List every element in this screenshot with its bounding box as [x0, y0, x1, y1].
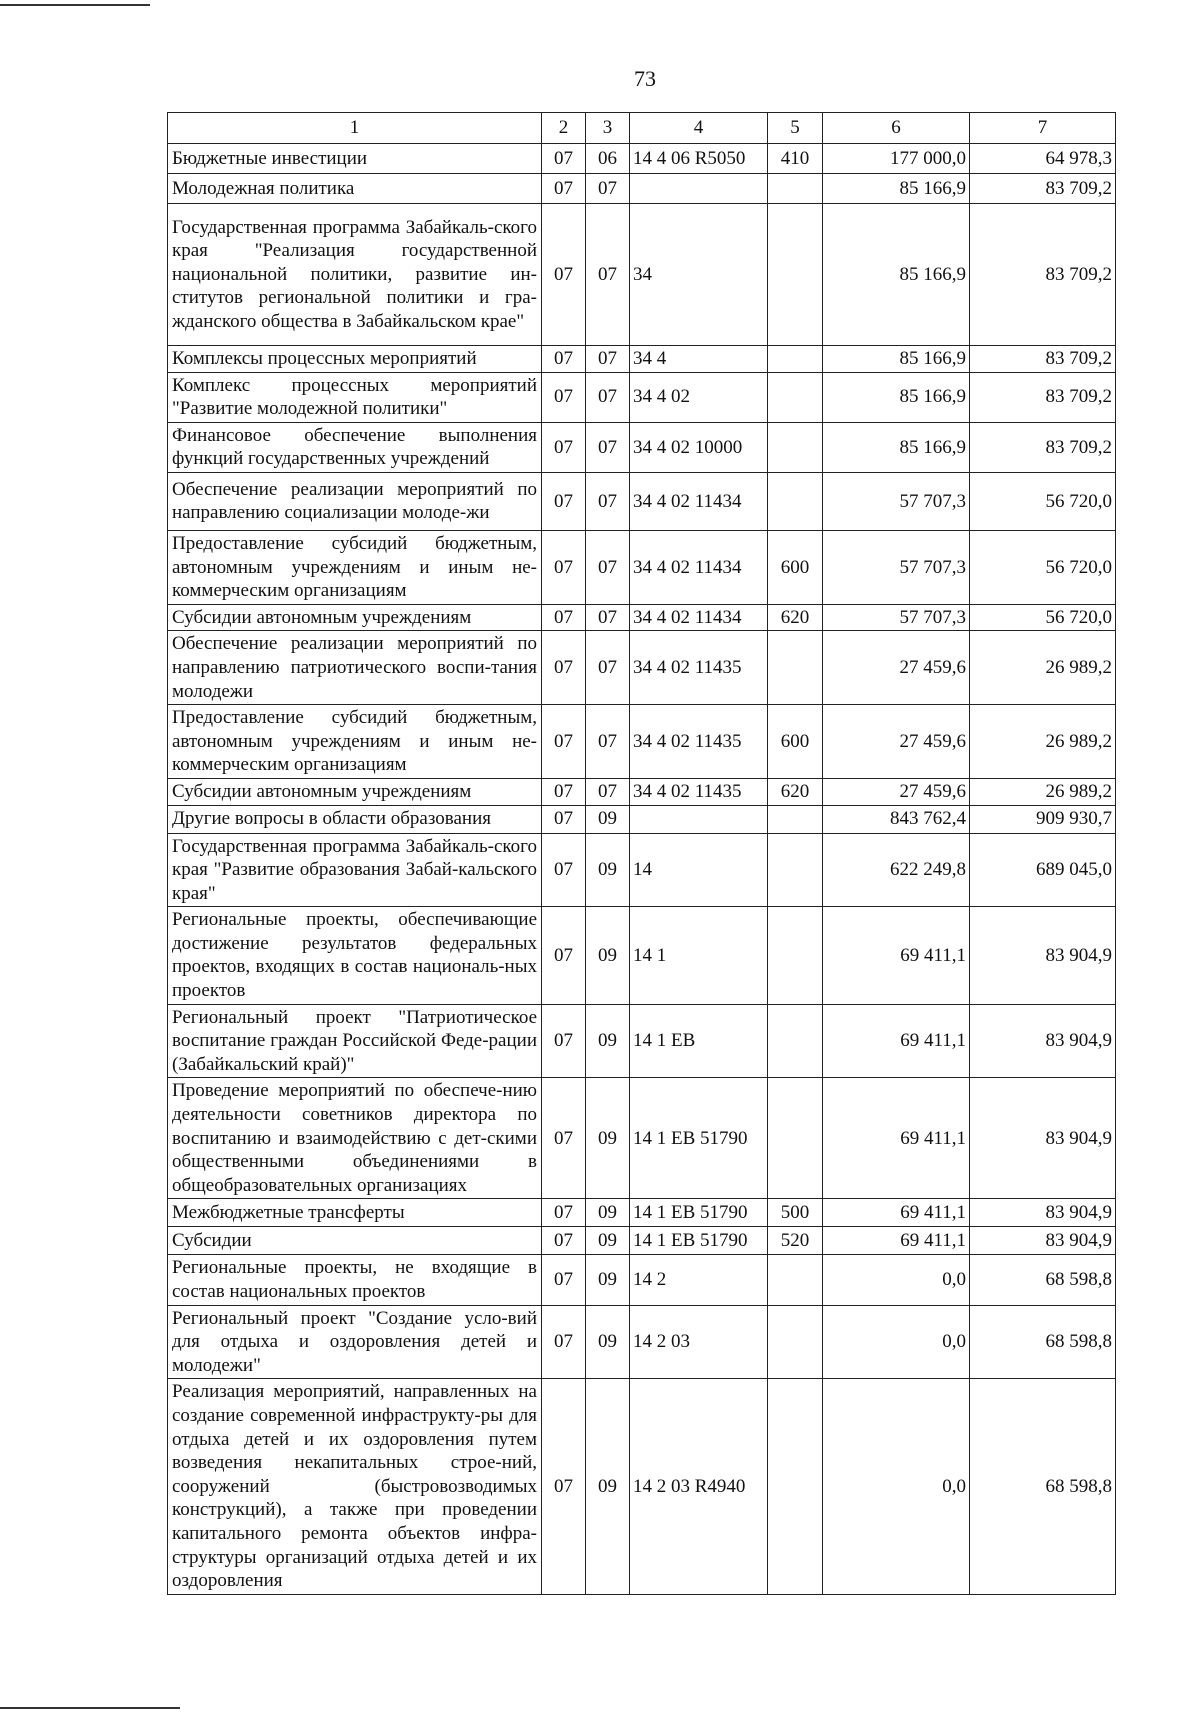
expense-type-code: [768, 204, 823, 346]
table-row: [168, 805, 1116, 833]
table-row: [168, 907, 1116, 1004]
table-row: [168, 705, 1116, 779]
target-article-code: 34 4: [630, 346, 768, 373]
section-code: 07: [542, 174, 586, 204]
amount-year-1: 27 459,6: [823, 778, 970, 805]
target-article-code: 34 4 02 11435: [630, 778, 768, 805]
table-row: [168, 346, 1116, 373]
amount-year-2: 83 904,9: [970, 1004, 1116, 1078]
section-code: 07: [542, 1004, 586, 1078]
target-article-code: 14 2 03: [630, 1305, 768, 1379]
expense-type-code: [768, 372, 823, 422]
table-row: [168, 1004, 1116, 1078]
amount-year-2: 83 904,9: [970, 1227, 1116, 1255]
amount-year-1: 85 166,9: [823, 372, 970, 422]
subsection-code: 06: [586, 144, 630, 174]
section-code: 07: [542, 472, 586, 530]
target-article-code: 14 1 EB: [630, 1004, 768, 1078]
expense-type-code: [768, 422, 823, 472]
row-name: Обеспечение реализации мероприятий по направлению социализации молоде-жи: [168, 472, 542, 530]
scan-artifact-top: [0, 4, 150, 6]
subsection-code: 09: [586, 1199, 630, 1227]
expense-type-code: 620: [768, 778, 823, 805]
page-number: 73: [634, 66, 656, 91]
subsection-code: 07: [586, 174, 630, 204]
subsection-code: 09: [586, 1255, 630, 1305]
expense-type-code: [768, 1305, 823, 1379]
row-name: Проведение мероприятий по обеспече-нию деятельности советников директора по воспитанию и взаимодействию с дет-скими общественными объединениями в общеобразовательных организациях: [168, 1078, 542, 1199]
expense-type-code: [768, 472, 823, 530]
expense-type-code: [768, 346, 823, 373]
amount-year-2: 26 989,2: [970, 778, 1116, 805]
amount-year-2: 909 930,7: [970, 805, 1116, 833]
table-row: [168, 174, 1116, 204]
section-code: 07: [542, 1227, 586, 1255]
target-article-code: 14 4 06 R5050: [630, 144, 768, 174]
table-row: [168, 631, 1116, 705]
table-row: [168, 778, 1116, 805]
amount-year-1: 27 459,6: [823, 631, 970, 705]
subsection-code: 09: [586, 833, 630, 907]
subsection-code: 09: [586, 907, 630, 1004]
subsection-code: 09: [586, 1227, 630, 1255]
subsection-code: 09: [586, 1379, 630, 1594]
subsection-code: 07: [586, 778, 630, 805]
target-article-code: 14 1 EB 51790: [630, 1078, 768, 1199]
expense-type-code: [768, 833, 823, 907]
amount-year-2: 83 709,2: [970, 422, 1116, 472]
target-article-code: 34 4 02 11434: [630, 604, 768, 631]
table-row: [168, 1199, 1116, 1227]
expense-type-code: [768, 631, 823, 705]
column-header-1: 1: [168, 113, 542, 144]
target-article-code: 34: [630, 204, 768, 346]
row-name: Субсидии автономным учреждениям: [168, 604, 542, 631]
target-article-code: 34 4 02 11434: [630, 472, 768, 530]
table-row: [168, 833, 1116, 907]
section-code: 07: [542, 1078, 586, 1199]
table-row: [168, 204, 1116, 346]
target-article-code: 14 1: [630, 907, 768, 1004]
row-name: Реализация мероприятий, направленных на создание современной инфраструкту-ры для отдыха детей и их оздоровления путем возведения некапитальных строе-ний, сооружений (быстровозводимых конструкций), а также при проведении капитального ремонта объектов инфра-структуры организаций отдыха детей и их оздоровления: [168, 1379, 542, 1594]
section-code: 07: [542, 778, 586, 805]
target-article-code: 14 1 EB 51790: [630, 1199, 768, 1227]
target-article-code: 34 4 02 11435: [630, 631, 768, 705]
expense-type-code: 500: [768, 1199, 823, 1227]
column-header-4: 4: [630, 113, 768, 144]
subsection-code: 07: [586, 422, 630, 472]
table-row: [168, 530, 1116, 604]
amount-year-1: 69 411,1: [823, 1078, 970, 1199]
column-header-7: 7: [970, 113, 1116, 144]
section-code: 07: [542, 604, 586, 631]
row-name: Другие вопросы в области образования: [168, 805, 542, 833]
row-name: Комплекс процессных мероприятий "Развитие молодежной политики": [168, 372, 542, 422]
table-header: [168, 113, 1116, 144]
row-name: Государственная программа Забайкаль-ского края "Развитие образования Забай-кальского края": [168, 833, 542, 907]
amount-year-1: 85 166,9: [823, 204, 970, 346]
subsection-code: 09: [586, 805, 630, 833]
section-code: 07: [542, 346, 586, 373]
amount-year-2: 83 904,9: [970, 1078, 1116, 1199]
section-code: 07: [542, 1379, 586, 1594]
amount-year-1: 0,0: [823, 1305, 970, 1379]
amount-year-2: 83 709,2: [970, 174, 1116, 204]
subsection-code: 07: [586, 631, 630, 705]
row-name: Региональный проект "Патриотическое воспитание граждан Российской Феде-рации (Забайкальский край)": [168, 1004, 542, 1078]
subsection-code: 07: [586, 346, 630, 373]
row-name: Региональный проект "Создание усло-вий для отдыха и оздоровления детей и молодежи": [168, 1305, 542, 1379]
subsection-code: 07: [586, 604, 630, 631]
section-code: 07: [542, 1199, 586, 1227]
amount-year-1: 69 411,1: [823, 907, 970, 1004]
row-name: Финансовое обеспечение выполнения функций государственных учреждений: [168, 422, 542, 472]
table-row: [168, 422, 1116, 472]
target-article-code: 14: [630, 833, 768, 907]
column-header-5: 5: [768, 113, 823, 144]
expense-type-code: [768, 1255, 823, 1305]
section-code: 07: [542, 833, 586, 907]
amount-year-1: 0,0: [823, 1255, 970, 1305]
budget-table: [167, 112, 1116, 1595]
amount-year-1: 0,0: [823, 1379, 970, 1594]
column-header-2: 2: [542, 113, 586, 144]
subsection-code: 07: [586, 204, 630, 346]
subsection-code: 07: [586, 472, 630, 530]
amount-year-2: 83 904,9: [970, 1199, 1116, 1227]
expense-type-code: [768, 174, 823, 204]
scan-artifact-bottom: [0, 1707, 180, 1709]
amount-year-1: 57 707,3: [823, 604, 970, 631]
subsection-code: 09: [586, 1078, 630, 1199]
expense-type-code: [768, 1379, 823, 1594]
amount-year-1: 57 707,3: [823, 530, 970, 604]
row-name: Предоставление субсидий бюджетным, автономным учреждениям и иным не-коммерческим организациям: [168, 530, 542, 604]
amount-year-1: 622 249,8: [823, 833, 970, 907]
amount-year-2: 68 598,8: [970, 1379, 1116, 1594]
amount-year-1: 69 411,1: [823, 1004, 970, 1078]
expense-type-code: [768, 805, 823, 833]
table-row: [168, 472, 1116, 530]
section-code: 07: [542, 144, 586, 174]
table-row: [168, 604, 1116, 631]
target-article-code: 14 1 EB 51790: [630, 1227, 768, 1255]
subsection-code: 07: [586, 530, 630, 604]
amount-year-1: 843 762,4: [823, 805, 970, 833]
section-code: 07: [542, 204, 586, 346]
section-code: 07: [542, 530, 586, 604]
row-name: Государственная программа Забайкаль-ского края "Реализация государственной национальной политики, развитие ин-ститутов региональной политики и гра-жданского общества в Забайкальском крае": [168, 204, 542, 346]
target-article-code: 34 4 02 11435: [630, 705, 768, 779]
expense-type-code: [768, 907, 823, 1004]
expense-type-code: 600: [768, 705, 823, 779]
table-row: [168, 1305, 1116, 1379]
amount-year-2: 83 709,2: [970, 204, 1116, 346]
expense-type-code: 410: [768, 144, 823, 174]
expense-type-code: [768, 1078, 823, 1199]
header-row: [168, 113, 1116, 144]
row-name: Субсидии: [168, 1227, 542, 1255]
row-name: Региональные проекты, обеспечивающие достижение результатов федеральных проектов, входящих в состав националь-ных проектов: [168, 907, 542, 1004]
amount-year-1: 85 166,9: [823, 174, 970, 204]
column-header-6: 6: [823, 113, 970, 144]
section-code: 07: [542, 631, 586, 705]
amount-year-1: 69 411,1: [823, 1227, 970, 1255]
target-article-code: 14 2: [630, 1255, 768, 1305]
amount-year-1: 57 707,3: [823, 472, 970, 530]
amount-year-2: 56 720,0: [970, 530, 1116, 604]
amount-year-1: 27 459,6: [823, 705, 970, 779]
subsection-code: 09: [586, 1004, 630, 1078]
amount-year-2: 83 709,2: [970, 346, 1116, 373]
amount-year-1: 69 411,1: [823, 1199, 970, 1227]
expense-type-code: 520: [768, 1227, 823, 1255]
table-row: [168, 1078, 1116, 1199]
subsection-code: 09: [586, 1305, 630, 1379]
row-name: Предоставление субсидий бюджетным, автономным учреждениям и иным не-коммерческим организациям: [168, 705, 542, 779]
amount-year-2: 26 989,2: [970, 631, 1116, 705]
section-code: 07: [542, 372, 586, 422]
row-name: Межбюджетные трансферты: [168, 1199, 542, 1227]
subsection-code: 07: [586, 372, 630, 422]
section-code: 07: [542, 805, 586, 833]
table-body: [168, 144, 1116, 1595]
target-article-code: 34 4 02 10000: [630, 422, 768, 472]
expense-type-code: 600: [768, 530, 823, 604]
amount-year-2: 56 720,0: [970, 604, 1116, 631]
column-header-3: 3: [586, 113, 630, 144]
amount-year-2: 56 720,0: [970, 472, 1116, 530]
amount-year-1: 177 000,0: [823, 144, 970, 174]
target-article-code: 14 2 03 R4940: [630, 1379, 768, 1594]
amount-year-2: 26 989,2: [970, 705, 1116, 779]
amount-year-2: 83 904,9: [970, 907, 1116, 1004]
section-code: 07: [542, 705, 586, 779]
target-article-code: [630, 805, 768, 833]
row-name: Бюджетные инвестиции: [168, 144, 542, 174]
section-code: 07: [542, 1305, 586, 1379]
table-row: [168, 1255, 1116, 1305]
amount-year-2: 68 598,8: [970, 1305, 1116, 1379]
amount-year-1: 85 166,9: [823, 346, 970, 373]
amount-year-2: 83 709,2: [970, 372, 1116, 422]
row-name: Комплексы процессных мероприятий: [168, 346, 542, 373]
target-article-code: 34 4 02 11434: [630, 530, 768, 604]
row-name: Молодежная политика: [168, 174, 542, 204]
amount-year-2: 68 598,8: [970, 1255, 1116, 1305]
amount-year-2: 689 045,0: [970, 833, 1116, 907]
table-row: [168, 144, 1116, 174]
row-name: Субсидии автономным учреждениям: [168, 778, 542, 805]
expense-type-code: [768, 1004, 823, 1078]
table-row: [168, 372, 1116, 422]
row-name: Обеспечение реализации мероприятий по направлению патриотического воспи-тания молодежи: [168, 631, 542, 705]
subsection-code: 07: [586, 705, 630, 779]
table-row: [168, 1379, 1116, 1594]
amount-year-2: 64 978,3: [970, 144, 1116, 174]
row-name: Региональные проекты, не входящие в состав национальных проектов: [168, 1255, 542, 1305]
amount-year-1: 85 166,9: [823, 422, 970, 472]
section-code: 07: [542, 907, 586, 1004]
section-code: 07: [542, 1255, 586, 1305]
table-row: [168, 1227, 1116, 1255]
target-article-code: 34 4 02: [630, 372, 768, 422]
section-code: 07: [542, 422, 586, 472]
target-article-code: [630, 174, 768, 204]
expense-type-code: 620: [768, 604, 823, 631]
